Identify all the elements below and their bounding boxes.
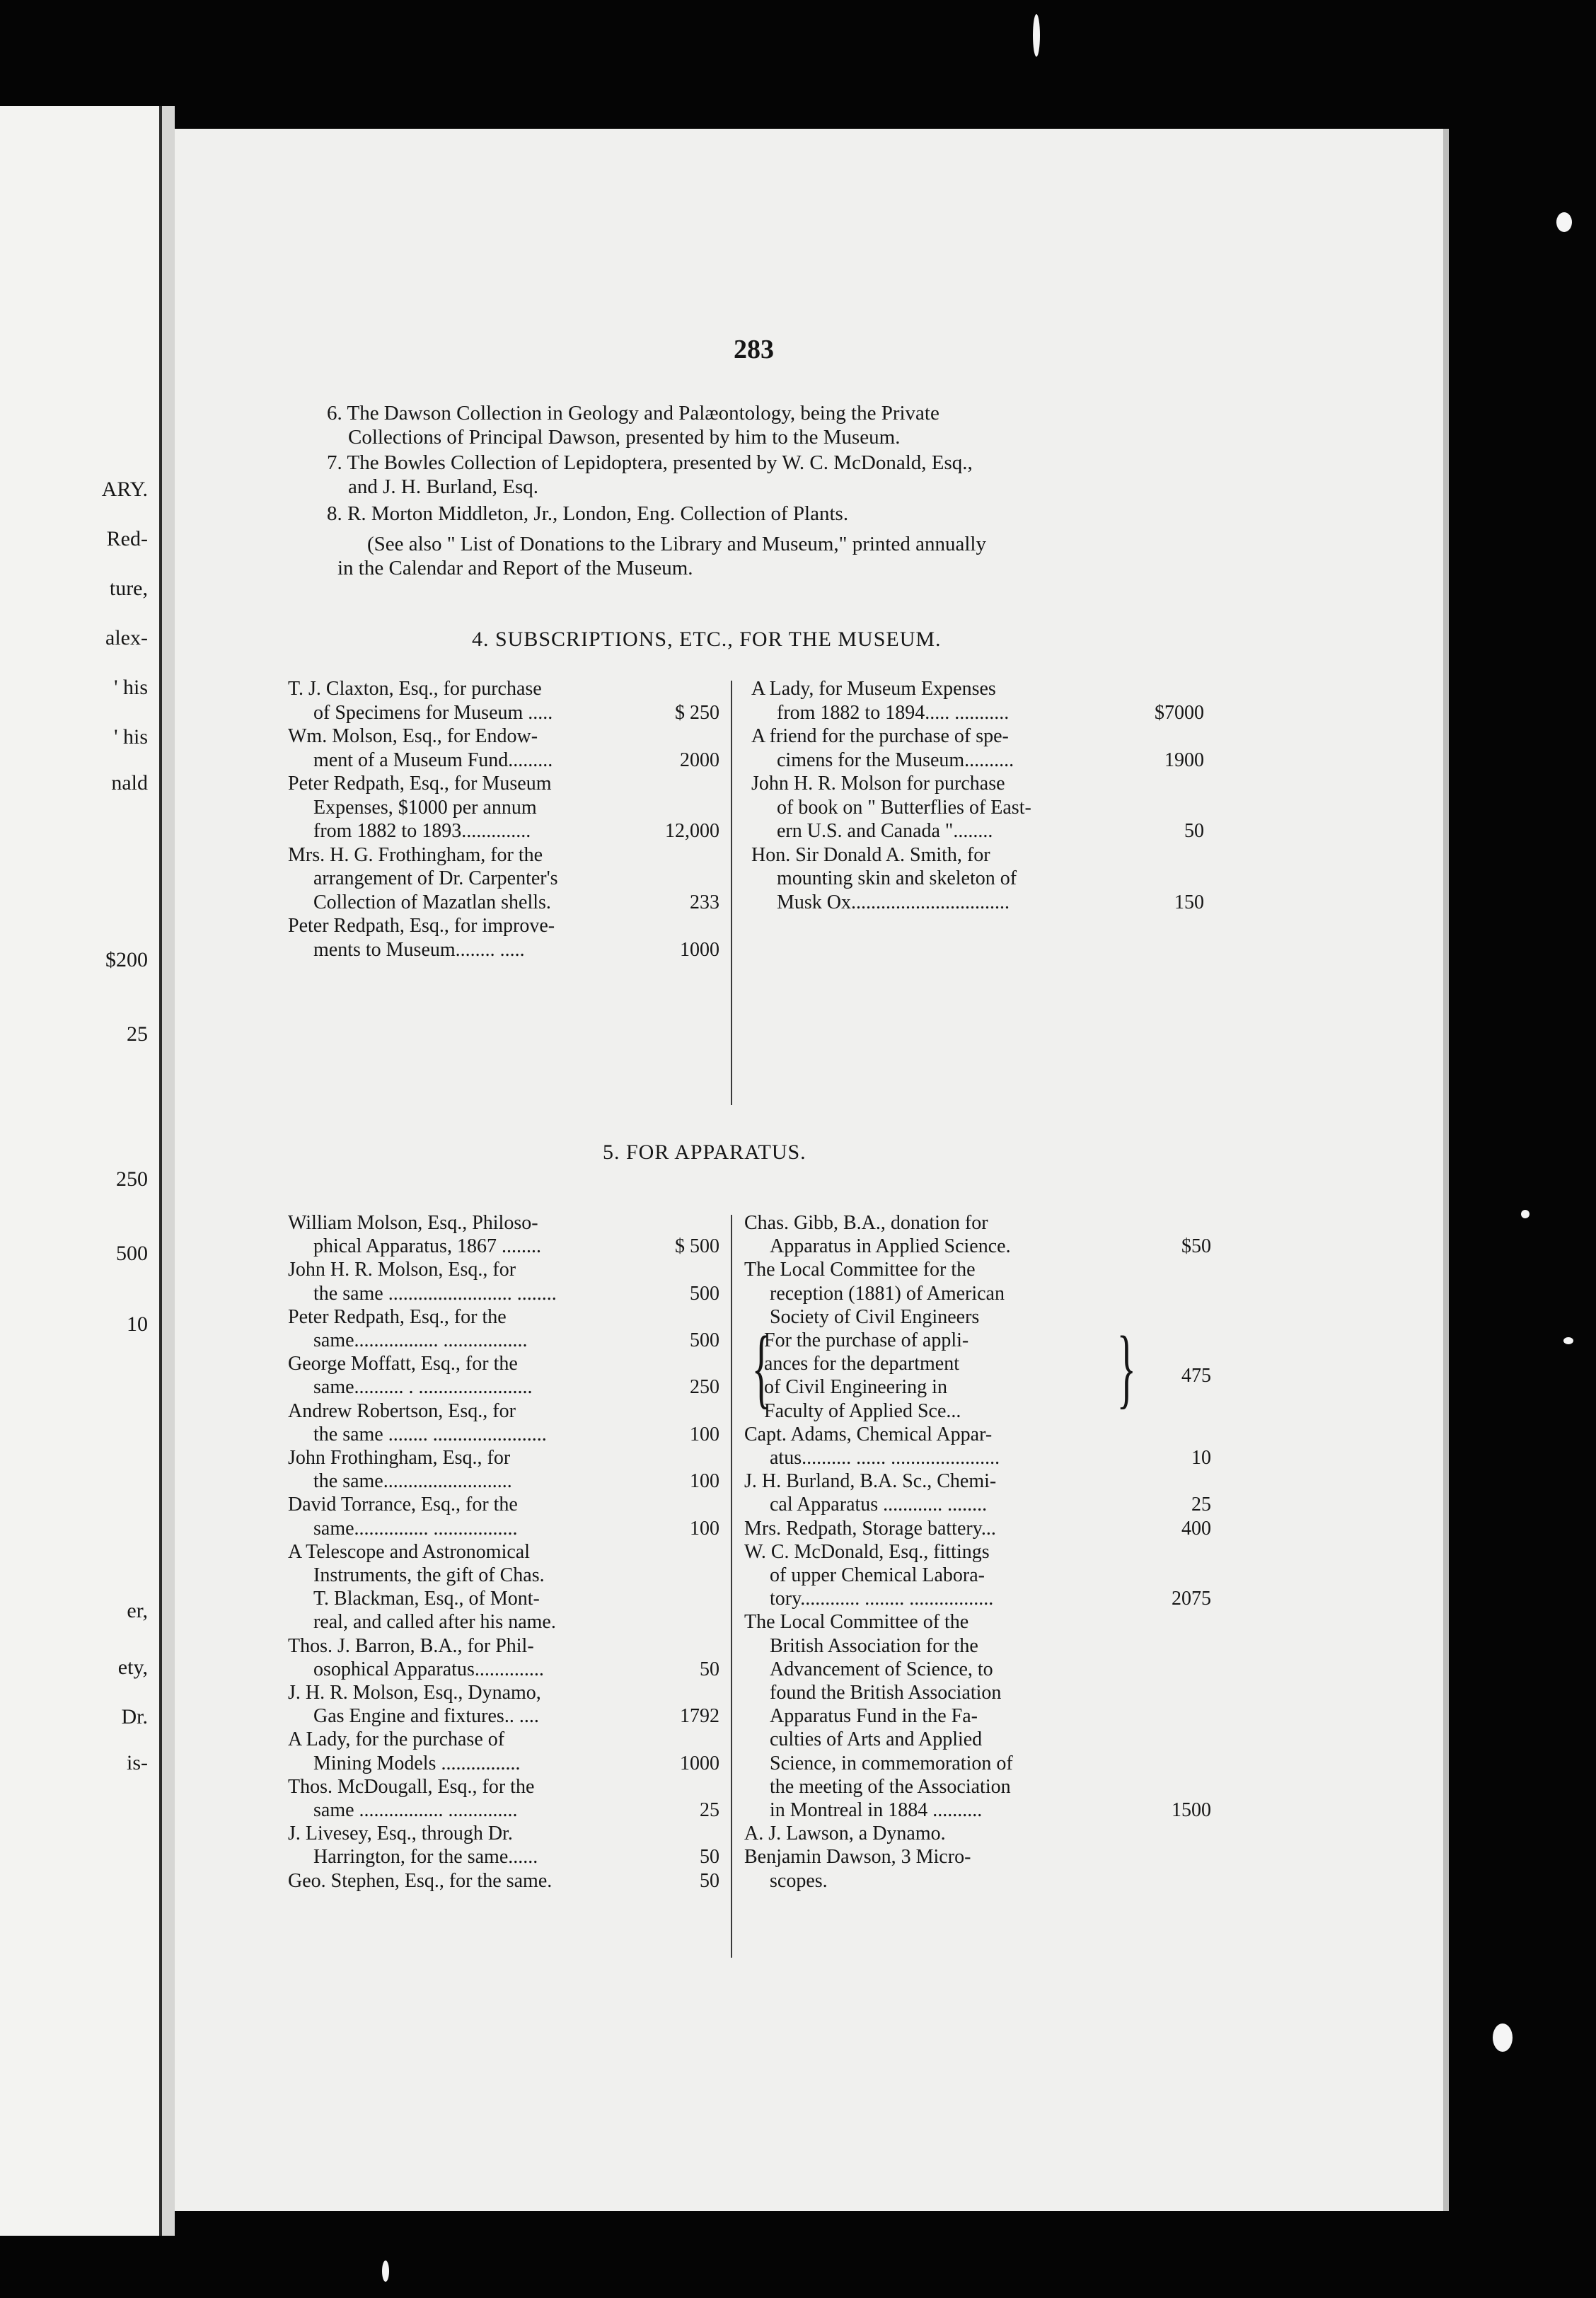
collection-item-line: 8. R. Morton Middleton, Jr., London, Eng. Collection of Plants.: [327, 502, 849, 525]
donation-entry: [288, 1258, 719, 1305]
entry-text-line: British Association for the: [770, 1634, 978, 1657]
collection-item-line: 6. The Dawson Collection in Geology and Palæontology, being the Private: [327, 402, 939, 425]
entry-text-line: A Telescope and Astronomical: [288, 1540, 531, 1563]
entry-amount: 10: [1187, 1446, 1211, 1470]
donation-entry: [288, 1211, 719, 1258]
entry-amount: 1000: [676, 938, 719, 962]
facing-page-text: ' his: [114, 725, 148, 749]
facing-page-text: Red-: [106, 527, 148, 550]
film-speck: [382, 2261, 389, 2282]
entry-text-line: Harrington, for the same......: [313, 1846, 538, 1869]
entry-amount: $50: [1177, 1235, 1211, 1258]
entry-amount: 1000: [676, 1752, 719, 1775]
right-brace: }: [1116, 1319, 1136, 1417]
entry-amount: 50: [695, 1845, 719, 1869]
entry-text-line: William Molson, Esq., Philoso-: [288, 1212, 538, 1234]
facing-page-text: 250: [116, 1167, 148, 1191]
entry-text-line: Faculty of Applied Sce...: [764, 1399, 961, 1422]
entry-text-line: of Civil Engineering in: [764, 1376, 947, 1399]
entry-text-line: ances for the department: [764, 1353, 959, 1375]
entry-amount: 500: [686, 1282, 719, 1305]
entry-text-line: J. H. R. Molson, Esq., Dynamo,: [288, 1682, 541, 1704]
entry-text-line: Andrew Robertson, Esq., for: [288, 1399, 516, 1422]
donation-entry: [744, 1423, 1211, 1470]
donation-entry: [288, 1869, 719, 1893]
entry-amount: 25: [695, 1798, 719, 1822]
entry-text-line: atus.......... ...... ......................: [770, 1447, 1000, 1469]
entry-text-line: A Lady, for Museum Expenses: [751, 678, 996, 700]
facing-page-text: ety,: [117, 1656, 148, 1679]
entry-text-line: from 1882 to 1894..... ...........: [777, 701, 1010, 724]
donation-entry: [288, 1681, 719, 1728]
entry-text-line: of upper Chemical Labora-: [770, 1564, 985, 1586]
entry-amount: $ 250: [671, 701, 719, 725]
donation-entry: [744, 1610, 1211, 1822]
entry-text-line: scopes.: [770, 1869, 828, 1892]
entry-amount: $7000: [1150, 701, 1204, 725]
donation-entry: [288, 1634, 719, 1681]
donation-entry: [288, 1822, 719, 1869]
entry-amount: 50: [695, 1658, 719, 1681]
entry-text-line: Mrs. H. G. Frothingham, for the: [288, 843, 543, 866]
entry-text-line: T. J. Claxton, Esq., for purchase: [288, 678, 542, 700]
entry-text-line: Society of Civil Engineers: [770, 1305, 980, 1328]
collection-item-line: in the Calendar and Report of the Museum.: [337, 557, 693, 579]
entry-text-line: Thos. J. Barron, B.A., for Phil-: [288, 1634, 534, 1657]
entry-text-line: Advancement of Science, to: [770, 1658, 993, 1680]
entry-text-line: Geo. Stephen, Esq., for the same.: [288, 1869, 553, 1892]
facing-page-text: ture,: [109, 577, 148, 600]
entry-amount: 100: [686, 1470, 719, 1493]
entry-text-line: Capt. Adams, Chemical Appar-: [744, 1423, 993, 1445]
entry-text-line: For the purchase of appli-: [764, 1329, 969, 1351]
entry-text-line: Instruments, the gift of Chas.: [313, 1564, 545, 1586]
entry-text-line: the meeting of the Association: [770, 1775, 1011, 1798]
entry-text-line: same................. .................: [313, 1329, 528, 1351]
entry-text-line: John H. R. Molson for purchase: [751, 773, 1005, 795]
donation-entry: [288, 1728, 719, 1774]
entry-text-line: of book on " Butterflies of East-: [777, 796, 1031, 819]
facing-page-edge: [0, 106, 162, 2236]
entry-text-line: Musk Ox................................: [777, 891, 1010, 913]
entry-text-line: cimens for the Museum..........: [777, 749, 1014, 771]
entry-text-line: ments to Museum........ .....: [313, 938, 525, 961]
entry-amount: 50: [1180, 819, 1204, 843]
entry-text-line: real, and called after his name.: [313, 1611, 556, 1634]
entry-amount: 25: [1187, 1493, 1211, 1516]
entry-text-line: phical Apparatus, 1867 ........: [313, 1235, 541, 1258]
donation-entry: [288, 772, 719, 843]
document-page: [175, 129, 1443, 2211]
facing-page-text: 25: [127, 1022, 148, 1046]
entry-text-line: Benjamin Dawson, 3 Micro-: [744, 1846, 971, 1869]
facing-page-text: nald: [111, 771, 148, 795]
entry-amount: 150: [1170, 891, 1204, 915]
facing-page-text: er,: [127, 1599, 148, 1622]
donation-entry: [751, 677, 1204, 724]
entry-text-line: same............... .................: [313, 1517, 518, 1540]
donation-entry: [288, 1446, 719, 1493]
film-speck: [1563, 1337, 1573, 1344]
facing-page-text: ' his: [114, 676, 148, 699]
entry-amount: 233: [686, 891, 719, 915]
facing-page-text: 500: [116, 1242, 148, 1265]
facing-page-text: Dr.: [121, 1705, 148, 1728]
left-brace: {: [751, 1319, 771, 1417]
facing-page-text: ARY.: [101, 478, 148, 501]
entry-text-line: Apparatus in Applied Science.: [770, 1235, 1011, 1258]
entry-text-line: David Torrance, Esq., for the: [288, 1494, 518, 1516]
donation-entry: [288, 1352, 719, 1399]
facing-page-text: is-: [127, 1751, 148, 1774]
entry-text-line: Chas. Gibb, B.A., donation for: [744, 1212, 988, 1234]
entry-text-line: A. J. Lawson, a Dynamo.: [744, 1823, 946, 1845]
entry-amount: 2075: [1167, 1587, 1211, 1610]
donation-entry: [288, 724, 719, 772]
donation-entry: [288, 677, 719, 724]
entry-text-line: J. Livesey, Esq., through Dr.: [288, 1823, 513, 1845]
donation-entry: [751, 843, 1204, 915]
entry-text-line: T. Blackman, Esq., of Mont-: [313, 1588, 540, 1610]
donation-entry: [744, 1845, 1211, 1892]
entry-text-line: tory............ ........ .................: [770, 1588, 994, 1610]
book-gutter: [162, 106, 175, 2236]
donation-entry: [288, 914, 719, 962]
entry-text-line: John Frothingham, Esq., for: [288, 1447, 511, 1469]
entry-amount: 2000: [676, 749, 719, 773]
facing-page-text: 10: [127, 1312, 148, 1336]
entry-amount: 1500: [1167, 1798, 1211, 1822]
entry-text-line: arrangement of Dr. Carpenter's: [313, 867, 558, 889]
entry-amount: 1792: [676, 1704, 719, 1728]
donation-entry: [288, 1305, 719, 1352]
entry-text-line: ern U.S. and Canada "........: [777, 820, 993, 842]
entry-text-line: George Moffatt, Esq., for the: [288, 1353, 518, 1375]
entry-amount: 475: [1177, 1364, 1211, 1387]
entry-amount: 50: [695, 1869, 719, 1893]
section-5-column-rule: [731, 1215, 732, 1958]
donation-entry: [288, 843, 719, 915]
entry-text-line: osophical Apparatus..............: [313, 1658, 544, 1680]
facing-page-text: $200: [105, 948, 148, 971]
entry-text-line: same.......... . .......................: [313, 1376, 533, 1399]
entry-amount: 1900: [1160, 749, 1204, 773]
entry-amount: $ 500: [671, 1235, 719, 1258]
collection-item-line: and J. H. Burland, Esq.: [348, 475, 539, 498]
entry-text-line: A friend for the purchase of spe-: [751, 725, 1009, 747]
entry-text-line: Mining Models ................: [313, 1752, 521, 1774]
donation-entry: [744, 1258, 1211, 1329]
donation-entry: [744, 1540, 1211, 1611]
collection-item-line: Collections of Principal Dawson, presented by him to the Museum.: [348, 426, 901, 449]
entry-text-line: Wm. Molson, Esq., for Endow-: [288, 725, 538, 747]
entry-text-line: ment of a Museum Fund.........: [313, 749, 553, 771]
entry-text-line: the same ........ .......................: [313, 1423, 547, 1445]
entry-text-line: Peter Redpath, Esq., for the: [288, 1305, 507, 1328]
entry-text-line: cal Apparatus ............ ........: [770, 1494, 988, 1516]
collection-item-line: 7. The Bowles Collection of Lepidoptera, presented by W. C. McDonald, Esq.,: [327, 451, 973, 474]
entry-text-line: Gas Engine and fixtures.. ....: [313, 1705, 539, 1728]
entry-amount: 500: [686, 1329, 719, 1352]
entry-text-line: of Specimens for Museum .....: [313, 701, 553, 724]
film-speck: [1493, 2023, 1513, 2052]
entry-text-line: The Local Committee of the: [744, 1611, 969, 1634]
entry-amount: 250: [686, 1375, 719, 1399]
donation-entry: [744, 1517, 1211, 1540]
donation-entry: [288, 1493, 719, 1540]
entry-text-line: in Montreal in 1884 ..........: [770, 1799, 983, 1822]
entry-text-line: same ................. ..............: [313, 1799, 518, 1821]
entry-text-line: Expenses, $1000 per annum: [313, 796, 537, 819]
entry-text-line: Peter Redpath, Esq., for improve-: [288, 915, 555, 937]
entry-text-line: A Lady, for the purchase of: [288, 1728, 505, 1751]
entry-text-line: John H. R. Molson, Esq., for: [288, 1259, 516, 1281]
entry-text-line: the same..........................: [313, 1470, 512, 1493]
entry-text-line: Mrs. Redpath, Storage battery...: [744, 1517, 996, 1540]
entry-text-line: J. H. Burland, B.A. Sc., Chemi-: [744, 1470, 997, 1493]
entry-text-line: W. C. McDonald, Esq., fittings: [744, 1540, 990, 1563]
donation-entry: [751, 772, 1204, 843]
section-4-heading: 4. SUBSCRIPTIONS, ETC., FOR THE MUSEUM.: [472, 628, 942, 651]
facing-page-text: alex-: [105, 626, 148, 649]
entry-text-line: Apparatus Fund in the Fa-: [770, 1705, 978, 1728]
collection-item-line: (See also " List of Donations to the Library and Museum," printed annually: [367, 533, 986, 555]
donation-entry: [764, 1329, 1211, 1423]
entry-text-line: Peter Redpath, Esq., for Museum: [288, 773, 552, 795]
entry-text-line: Science, in commemoration of: [770, 1752, 1013, 1774]
entry-text-line: mounting skin and skeleton of: [777, 867, 1017, 889]
entry-text-line: found the British Association: [770, 1682, 1002, 1704]
entry-amount: 100: [686, 1423, 719, 1446]
section-4-column-rule: [731, 681, 732, 1105]
film-speck: [1556, 212, 1572, 232]
entry-amount: 100: [686, 1517, 719, 1540]
entry-text-line: culties of Arts and Applied: [770, 1728, 983, 1751]
entry-amount: 12,000: [661, 819, 719, 843]
entry-text-line: Thos. McDougall, Esq., for the: [288, 1775, 535, 1798]
donation-entry: [288, 1775, 719, 1822]
donation-entry: [744, 1822, 1211, 1845]
entry-amount: 400: [1177, 1517, 1211, 1540]
entry-text-line: Hon. Sir Donald A. Smith, for: [751, 843, 990, 866]
donation-entry: [288, 1540, 719, 1634]
donation-entry: [288, 1399, 719, 1446]
page-number: 283: [734, 335, 774, 364]
entry-text-line: The Local Committee for the: [744, 1259, 976, 1281]
film-speck: [1033, 14, 1040, 57]
entry-text-line: Collection of Mazatlan shells.: [313, 891, 551, 913]
section-5-heading: 5. FOR APPARATUS.: [603, 1141, 806, 1164]
film-speck: [1521, 1210, 1530, 1218]
donation-entry: [744, 1211, 1211, 1258]
entry-text-line: from 1882 to 1893..............: [313, 820, 531, 842]
donation-entry: [744, 1470, 1211, 1516]
entry-text-line: the same ......................... ........: [313, 1282, 557, 1305]
entry-text-line: reception (1881) of American: [770, 1282, 1005, 1305]
donation-entry: [751, 724, 1204, 772]
